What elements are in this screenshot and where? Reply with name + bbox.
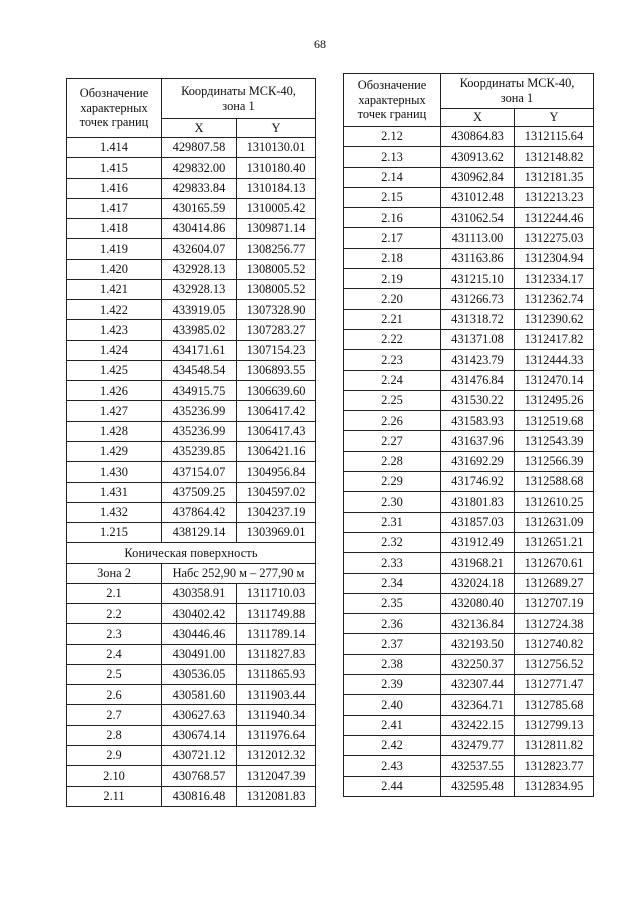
table-row (344, 492, 594, 512)
y-coordinate-cell: 1304597.02 (237, 482, 316, 502)
y-coordinate-cell: 1312362.74 (515, 289, 594, 309)
y-coordinate-cell: 1312785.68 (515, 695, 594, 715)
y-coordinate-cell: 1312012.32 (237, 745, 316, 765)
right-table-body (344, 127, 594, 797)
point-id-cell: 2.42 (344, 735, 441, 755)
x-coordinate-cell: 434915.75 (162, 381, 237, 401)
table-row (67, 360, 316, 380)
y-coordinate-cell: 1308005.52 (237, 259, 316, 279)
x-coordinate-cell: 431318.72 (441, 309, 515, 329)
point-id-cell: 2.37 (344, 634, 441, 654)
x-coordinate-cell: 430674.14 (162, 725, 237, 745)
y-coordinate-cell: 1312444.33 (515, 350, 594, 370)
point-id-cell: 2.2 (67, 604, 162, 624)
point-id-cell: 2.24 (344, 370, 441, 390)
point-id-cell: 1.425 (67, 360, 162, 380)
point-id-cell: 2.13 (344, 147, 441, 167)
point-id-cell: 1.419 (67, 239, 162, 259)
x-coordinate-cell: 430446.46 (162, 624, 237, 644)
x-coordinate-cell: 430913.62 (441, 147, 515, 167)
x-coordinate-cell: 430768.57 (162, 766, 237, 786)
point-id-cell: 2.33 (344, 553, 441, 573)
x-coordinate-cell: 435236.99 (162, 401, 237, 421)
x-coordinate-cell: 431266.73 (441, 289, 515, 309)
table-row (344, 756, 594, 776)
point-id-cell: 2.34 (344, 573, 441, 593)
point-id-cell: 1.416 (67, 178, 162, 198)
x-coordinate-cell: 430627.63 (162, 705, 237, 725)
y-coordinate-cell: 1312740.82 (515, 634, 594, 654)
point-id-cell: 2.10 (67, 766, 162, 786)
table-row (344, 614, 594, 634)
table-row (344, 532, 594, 552)
y-coordinate-cell: 1312834.95 (515, 776, 594, 796)
table-row (344, 370, 594, 390)
point-id-cell: 1.430 (67, 462, 162, 482)
table-row (344, 654, 594, 674)
y-coordinate-cell: 1311827.83 (237, 644, 316, 664)
x-coordinate-cell: 432307.44 (441, 675, 515, 695)
x-coordinate-cell: 431637.96 (441, 431, 515, 451)
point-id-cell: 2.38 (344, 654, 441, 674)
x-coordinate-cell: 430402.42 (162, 604, 237, 624)
table-row (67, 320, 316, 340)
y-coordinate-cell: 1312771.47 (515, 675, 594, 695)
x-coordinate-cell: 432604.07 (162, 239, 237, 259)
y-coordinate-cell: 1311865.93 (237, 664, 316, 684)
x-coordinate-cell: 438129.14 (162, 523, 237, 543)
x-coordinate-cell: 431857.03 (441, 512, 515, 532)
table-row (67, 441, 316, 461)
x-coordinate-cell: 433919.05 (162, 300, 237, 320)
table-row (344, 309, 594, 329)
x-coordinate-cell: 430864.83 (441, 127, 515, 147)
table-row (344, 735, 594, 755)
table-row (67, 502, 316, 522)
x-coordinate-cell: 430536.05 (162, 664, 237, 684)
header-x: X (441, 109, 515, 127)
point-id-cell: 2.11 (67, 786, 162, 806)
point-id-cell: 1.215 (67, 523, 162, 543)
table-row (344, 289, 594, 309)
y-coordinate-cell: 1312334.17 (515, 269, 594, 289)
point-id-cell: 2.39 (344, 675, 441, 695)
x-coordinate-cell: 429807.58 (162, 138, 237, 158)
table-row (344, 512, 594, 532)
x-coordinate-cell: 431746.92 (441, 472, 515, 492)
x-coordinate-cell: 437509.25 (162, 482, 237, 502)
header-coordinates (162, 79, 316, 119)
x-coordinate-cell: 432422.15 (441, 715, 515, 735)
y-coordinate-cell: 1310184.13 (237, 178, 316, 198)
header-designation (344, 74, 441, 127)
y-coordinate-cell: 1312799.13 (515, 715, 594, 735)
table-row (67, 482, 316, 502)
x-coordinate-cell: 431530.22 (441, 390, 515, 410)
point-id-cell: 1.422 (67, 300, 162, 320)
x-coordinate-cell: 432080.40 (441, 593, 515, 613)
header-coordinates (441, 74, 594, 109)
header-coordinates-line-1: Координаты МСК-40, (459, 76, 575, 91)
y-coordinate-cell: 1307328.90 (237, 300, 316, 320)
y-coordinate-cell: 1306893.55 (237, 360, 316, 380)
y-coordinate-cell: 1306417.43 (237, 421, 316, 441)
table-row (344, 715, 594, 735)
point-id-cell: 1.418 (67, 219, 162, 239)
table-row (67, 583, 316, 603)
table-row (67, 745, 316, 765)
x-coordinate-cell: 432928.13 (162, 259, 237, 279)
point-id-cell: 1.421 (67, 279, 162, 299)
table-row (67, 421, 316, 441)
table-row (67, 766, 316, 786)
y-coordinate-cell: 1312588.68 (515, 472, 594, 492)
x-coordinate-cell: 434548.54 (162, 360, 237, 380)
point-id-cell: 2.28 (344, 451, 441, 471)
table-row (344, 675, 594, 695)
table-row (344, 187, 594, 207)
header-designation-line-1: Обозначение (79, 85, 149, 100)
point-id-cell: 2.12 (344, 127, 441, 147)
y-coordinate-cell: 1312275.03 (515, 228, 594, 248)
x-coordinate-cell: 431163.86 (441, 248, 515, 268)
header-designation-line-1: Обозначение (357, 77, 427, 92)
point-id-cell: 2.31 (344, 512, 441, 532)
header-designation-line-2: характерных (358, 92, 426, 107)
table-row (344, 472, 594, 492)
header-designation-line-2: характерных (80, 100, 148, 115)
table-row (67, 624, 316, 644)
point-id-cell: 2.5 (67, 664, 162, 684)
y-coordinate-cell: 1306417.42 (237, 401, 316, 421)
point-id-cell: 1.417 (67, 198, 162, 218)
y-coordinate-cell: 1312148.82 (515, 147, 594, 167)
point-id-cell: 2.6 (67, 685, 162, 705)
x-coordinate-cell: 431371.08 (441, 329, 515, 349)
x-coordinate-cell: 432364.71 (441, 695, 515, 715)
x-coordinate-cell: 431113.00 (441, 228, 515, 248)
y-coordinate-cell: 1312670.61 (515, 553, 594, 573)
x-coordinate-cell: 430491.00 (162, 644, 237, 664)
x-coordinate-cell: 437154.07 (162, 462, 237, 482)
table-row (344, 431, 594, 451)
header-coordinates-line-1: Координаты МСК-40, (181, 83, 296, 98)
y-coordinate-cell: 1307154.23 (237, 340, 316, 360)
y-coordinate-cell: 1312811.82 (515, 735, 594, 755)
x-coordinate-cell: 437864.42 (162, 502, 237, 522)
x-coordinate-cell: 430581.60 (162, 685, 237, 705)
y-coordinate-cell: 1304237.19 (237, 502, 316, 522)
point-id-cell: 2.22 (344, 329, 441, 349)
table-row (67, 381, 316, 401)
table-row (344, 390, 594, 410)
y-coordinate-cell: 1312470.14 (515, 370, 594, 390)
table-row (67, 178, 316, 198)
table-row (67, 523, 316, 543)
table-row (67, 138, 316, 158)
x-coordinate-cell: 429832.00 (162, 158, 237, 178)
point-id-cell: 2.40 (344, 695, 441, 715)
table-row (344, 329, 594, 349)
point-id-cell: 2.14 (344, 167, 441, 187)
x-coordinate-cell: 432250.37 (441, 654, 515, 674)
point-id-cell: 1.423 (67, 320, 162, 340)
section-header (67, 543, 316, 584)
point-id-cell: 2.18 (344, 248, 441, 268)
table-row (67, 279, 316, 299)
x-coordinate-cell: 431692.29 (441, 451, 515, 471)
table-row (67, 664, 316, 684)
y-coordinate-cell: 1312707.19 (515, 593, 594, 613)
point-id-cell: 1.429 (67, 441, 162, 461)
table-row (67, 219, 316, 239)
table-row (67, 158, 316, 178)
table-row (344, 553, 594, 573)
y-coordinate-cell: 1310005.42 (237, 198, 316, 218)
point-id-cell: 2.44 (344, 776, 441, 796)
table-row (344, 167, 594, 187)
header-coordinates-line-2: зона 1 (500, 91, 534, 105)
point-id-cell: 2.30 (344, 492, 441, 512)
point-id-cell: 2.17 (344, 228, 441, 248)
table-row (344, 248, 594, 268)
table-row (344, 593, 594, 613)
table-row (344, 208, 594, 228)
x-coordinate-cell: 431968.21 (441, 553, 515, 573)
y-coordinate-cell: 1304956.84 (237, 462, 316, 482)
header-designation-line-3: точек границ (79, 115, 149, 130)
table-row (67, 644, 316, 664)
x-coordinate-cell: 429833.84 (162, 178, 237, 198)
y-coordinate-cell: 1311749.88 (237, 604, 316, 624)
x-coordinate-cell: 432537.55 (441, 756, 515, 776)
y-coordinate-cell: 1312181.35 (515, 167, 594, 187)
header-y: Y (237, 119, 316, 138)
table-row (67, 239, 316, 259)
point-id-cell: 2.3 (67, 624, 162, 644)
point-id-cell: 2.1 (67, 583, 162, 603)
y-coordinate-cell: 1312566.39 (515, 451, 594, 471)
x-coordinate-cell: 432024.18 (441, 573, 515, 593)
point-id-cell: 2.43 (344, 756, 441, 776)
coordinates-table-right (343, 73, 594, 797)
point-id-cell: 2.27 (344, 431, 441, 451)
x-coordinate-cell: 431801.83 (441, 492, 515, 512)
point-id-cell: 2.7 (67, 705, 162, 725)
y-coordinate-cell: 1310180.40 (237, 158, 316, 178)
x-coordinate-cell: 435236.99 (162, 421, 237, 441)
y-coordinate-cell: 1312651.21 (515, 532, 594, 552)
point-id-cell: 2.32 (344, 532, 441, 552)
point-id-cell: 2.23 (344, 350, 441, 370)
zone-label: Зона 2 (67, 563, 162, 583)
x-coordinate-cell: 432136.84 (441, 614, 515, 634)
header-designation-line-3: точек границ (357, 107, 427, 122)
header-x: X (162, 119, 237, 138)
y-coordinate-cell: 1312543.39 (515, 431, 594, 451)
point-id-cell: 2.29 (344, 472, 441, 492)
table-row (344, 147, 594, 167)
point-id-cell: 1.428 (67, 421, 162, 441)
y-coordinate-cell: 1306639.60 (237, 381, 316, 401)
x-coordinate-cell: 430721.12 (162, 745, 237, 765)
point-id-cell: 2.20 (344, 289, 441, 309)
y-coordinate-cell: 1311789.14 (237, 624, 316, 644)
point-id-cell: 2.16 (344, 208, 441, 228)
table-row (344, 228, 594, 248)
x-coordinate-cell: 432193.50 (441, 634, 515, 654)
table-row (67, 786, 316, 806)
header-designation (67, 79, 162, 138)
x-coordinate-cell: 430962.84 (441, 167, 515, 187)
point-id-cell: 2.35 (344, 593, 441, 613)
table-row (344, 634, 594, 654)
table-row (67, 401, 316, 421)
y-coordinate-cell: 1312213.23 (515, 187, 594, 207)
point-id-cell: 1.420 (67, 259, 162, 279)
point-id-cell: 2.21 (344, 309, 441, 329)
header-coordinates-line-2: зона 1 (222, 98, 255, 113)
y-coordinate-cell: 1311903.44 (237, 685, 316, 705)
table-row (67, 705, 316, 725)
y-coordinate-cell: 1308005.52 (237, 279, 316, 299)
point-id-cell: 1.415 (67, 158, 162, 178)
table-row (344, 776, 594, 796)
table-row (67, 340, 316, 360)
x-coordinate-cell: 431215.10 (441, 269, 515, 289)
left-table-body-zone2 (67, 583, 316, 806)
point-id-cell: 2.26 (344, 411, 441, 431)
x-coordinate-cell: 431583.93 (441, 411, 515, 431)
y-coordinate-cell: 1312610.25 (515, 492, 594, 512)
point-id-cell: 1.431 (67, 482, 162, 502)
y-coordinate-cell: 1312115.64 (515, 127, 594, 147)
x-coordinate-cell: 431012.48 (441, 187, 515, 207)
point-id-cell: 2.15 (344, 187, 441, 207)
table-row (67, 259, 316, 279)
point-id-cell: 2.36 (344, 614, 441, 634)
x-coordinate-cell: 430816.48 (162, 786, 237, 806)
x-coordinate-cell: 430414.86 (162, 219, 237, 239)
y-coordinate-cell: 1312689.27 (515, 573, 594, 593)
y-coordinate-cell: 1312244.46 (515, 208, 594, 228)
y-coordinate-cell: 1312047.39 (237, 766, 316, 786)
y-coordinate-cell: 1312756.52 (515, 654, 594, 674)
y-coordinate-cell: 1312081.83 (237, 786, 316, 806)
y-coordinate-cell: 1309871.14 (237, 219, 316, 239)
table-row (67, 300, 316, 320)
point-id-cell: 1.414 (67, 138, 162, 158)
y-coordinate-cell: 1310130.01 (237, 138, 316, 158)
x-coordinate-cell: 433985.02 (162, 320, 237, 340)
y-coordinate-cell: 1312724.38 (515, 614, 594, 634)
point-id-cell: 1.424 (67, 340, 162, 360)
y-coordinate-cell: 1312304.94 (515, 248, 594, 268)
x-coordinate-cell: 432595.48 (441, 776, 515, 796)
point-id-cell: 2.9 (67, 745, 162, 765)
y-coordinate-cell: 1312519.68 (515, 411, 594, 431)
point-id-cell: 1.427 (67, 401, 162, 421)
x-coordinate-cell: 431912.49 (441, 532, 515, 552)
y-coordinate-cell: 1312495.26 (515, 390, 594, 410)
x-coordinate-cell: 432928.13 (162, 279, 237, 299)
y-coordinate-cell: 1311976.64 (237, 725, 316, 745)
table-row (344, 269, 594, 289)
x-coordinate-cell: 431476.84 (441, 370, 515, 390)
table-row (67, 685, 316, 705)
table-row (67, 725, 316, 745)
x-coordinate-cell: 434171.61 (162, 340, 237, 360)
x-coordinate-cell: 432479.77 (441, 735, 515, 755)
table-row (344, 127, 594, 147)
y-coordinate-cell: 1306421.16 (237, 441, 316, 461)
table-row (344, 695, 594, 715)
y-coordinate-cell: 1311710.03 (237, 583, 316, 603)
x-coordinate-cell: 430358.91 (162, 583, 237, 603)
y-coordinate-cell: 1307283.27 (237, 320, 316, 340)
x-coordinate-cell: 431062.54 (441, 208, 515, 228)
point-id-cell: 2.25 (344, 390, 441, 410)
x-coordinate-cell: 435239.85 (162, 441, 237, 461)
table-row (67, 604, 316, 624)
y-coordinate-cell: 1312390.62 (515, 309, 594, 329)
table-row (344, 573, 594, 593)
table-row (67, 462, 316, 482)
point-id-cell: 1.426 (67, 381, 162, 401)
point-id-cell: 2.8 (67, 725, 162, 745)
y-coordinate-cell: 1311940.34 (237, 705, 316, 725)
y-coordinate-cell: 1308256.77 (237, 239, 316, 259)
coordinates-table-left (66, 78, 316, 807)
y-coordinate-cell: 1303969.01 (237, 523, 316, 543)
x-coordinate-cell: 431423.79 (441, 350, 515, 370)
table-row (344, 451, 594, 471)
point-id-cell: 2.4 (67, 644, 162, 664)
page-number: 68 (314, 37, 326, 51)
point-id-cell: 2.19 (344, 269, 441, 289)
x-coordinate-cell: 430165.59 (162, 198, 237, 218)
point-id-cell: 1.432 (67, 502, 162, 522)
section-title: Коническая поверхность (67, 543, 316, 563)
table-row (344, 411, 594, 431)
y-coordinate-cell: 1312823.77 (515, 756, 594, 776)
table-row (344, 350, 594, 370)
y-coordinate-cell: 1312631.09 (515, 512, 594, 532)
y-coordinate-cell: 1312417.82 (515, 329, 594, 349)
table-row (67, 198, 316, 218)
header-y: Y (515, 109, 594, 127)
point-id-cell: 2.41 (344, 715, 441, 735)
left-table-body-zone1 (67, 138, 316, 543)
height-range: Набс 252,90 м – 277,90 м (162, 563, 316, 583)
